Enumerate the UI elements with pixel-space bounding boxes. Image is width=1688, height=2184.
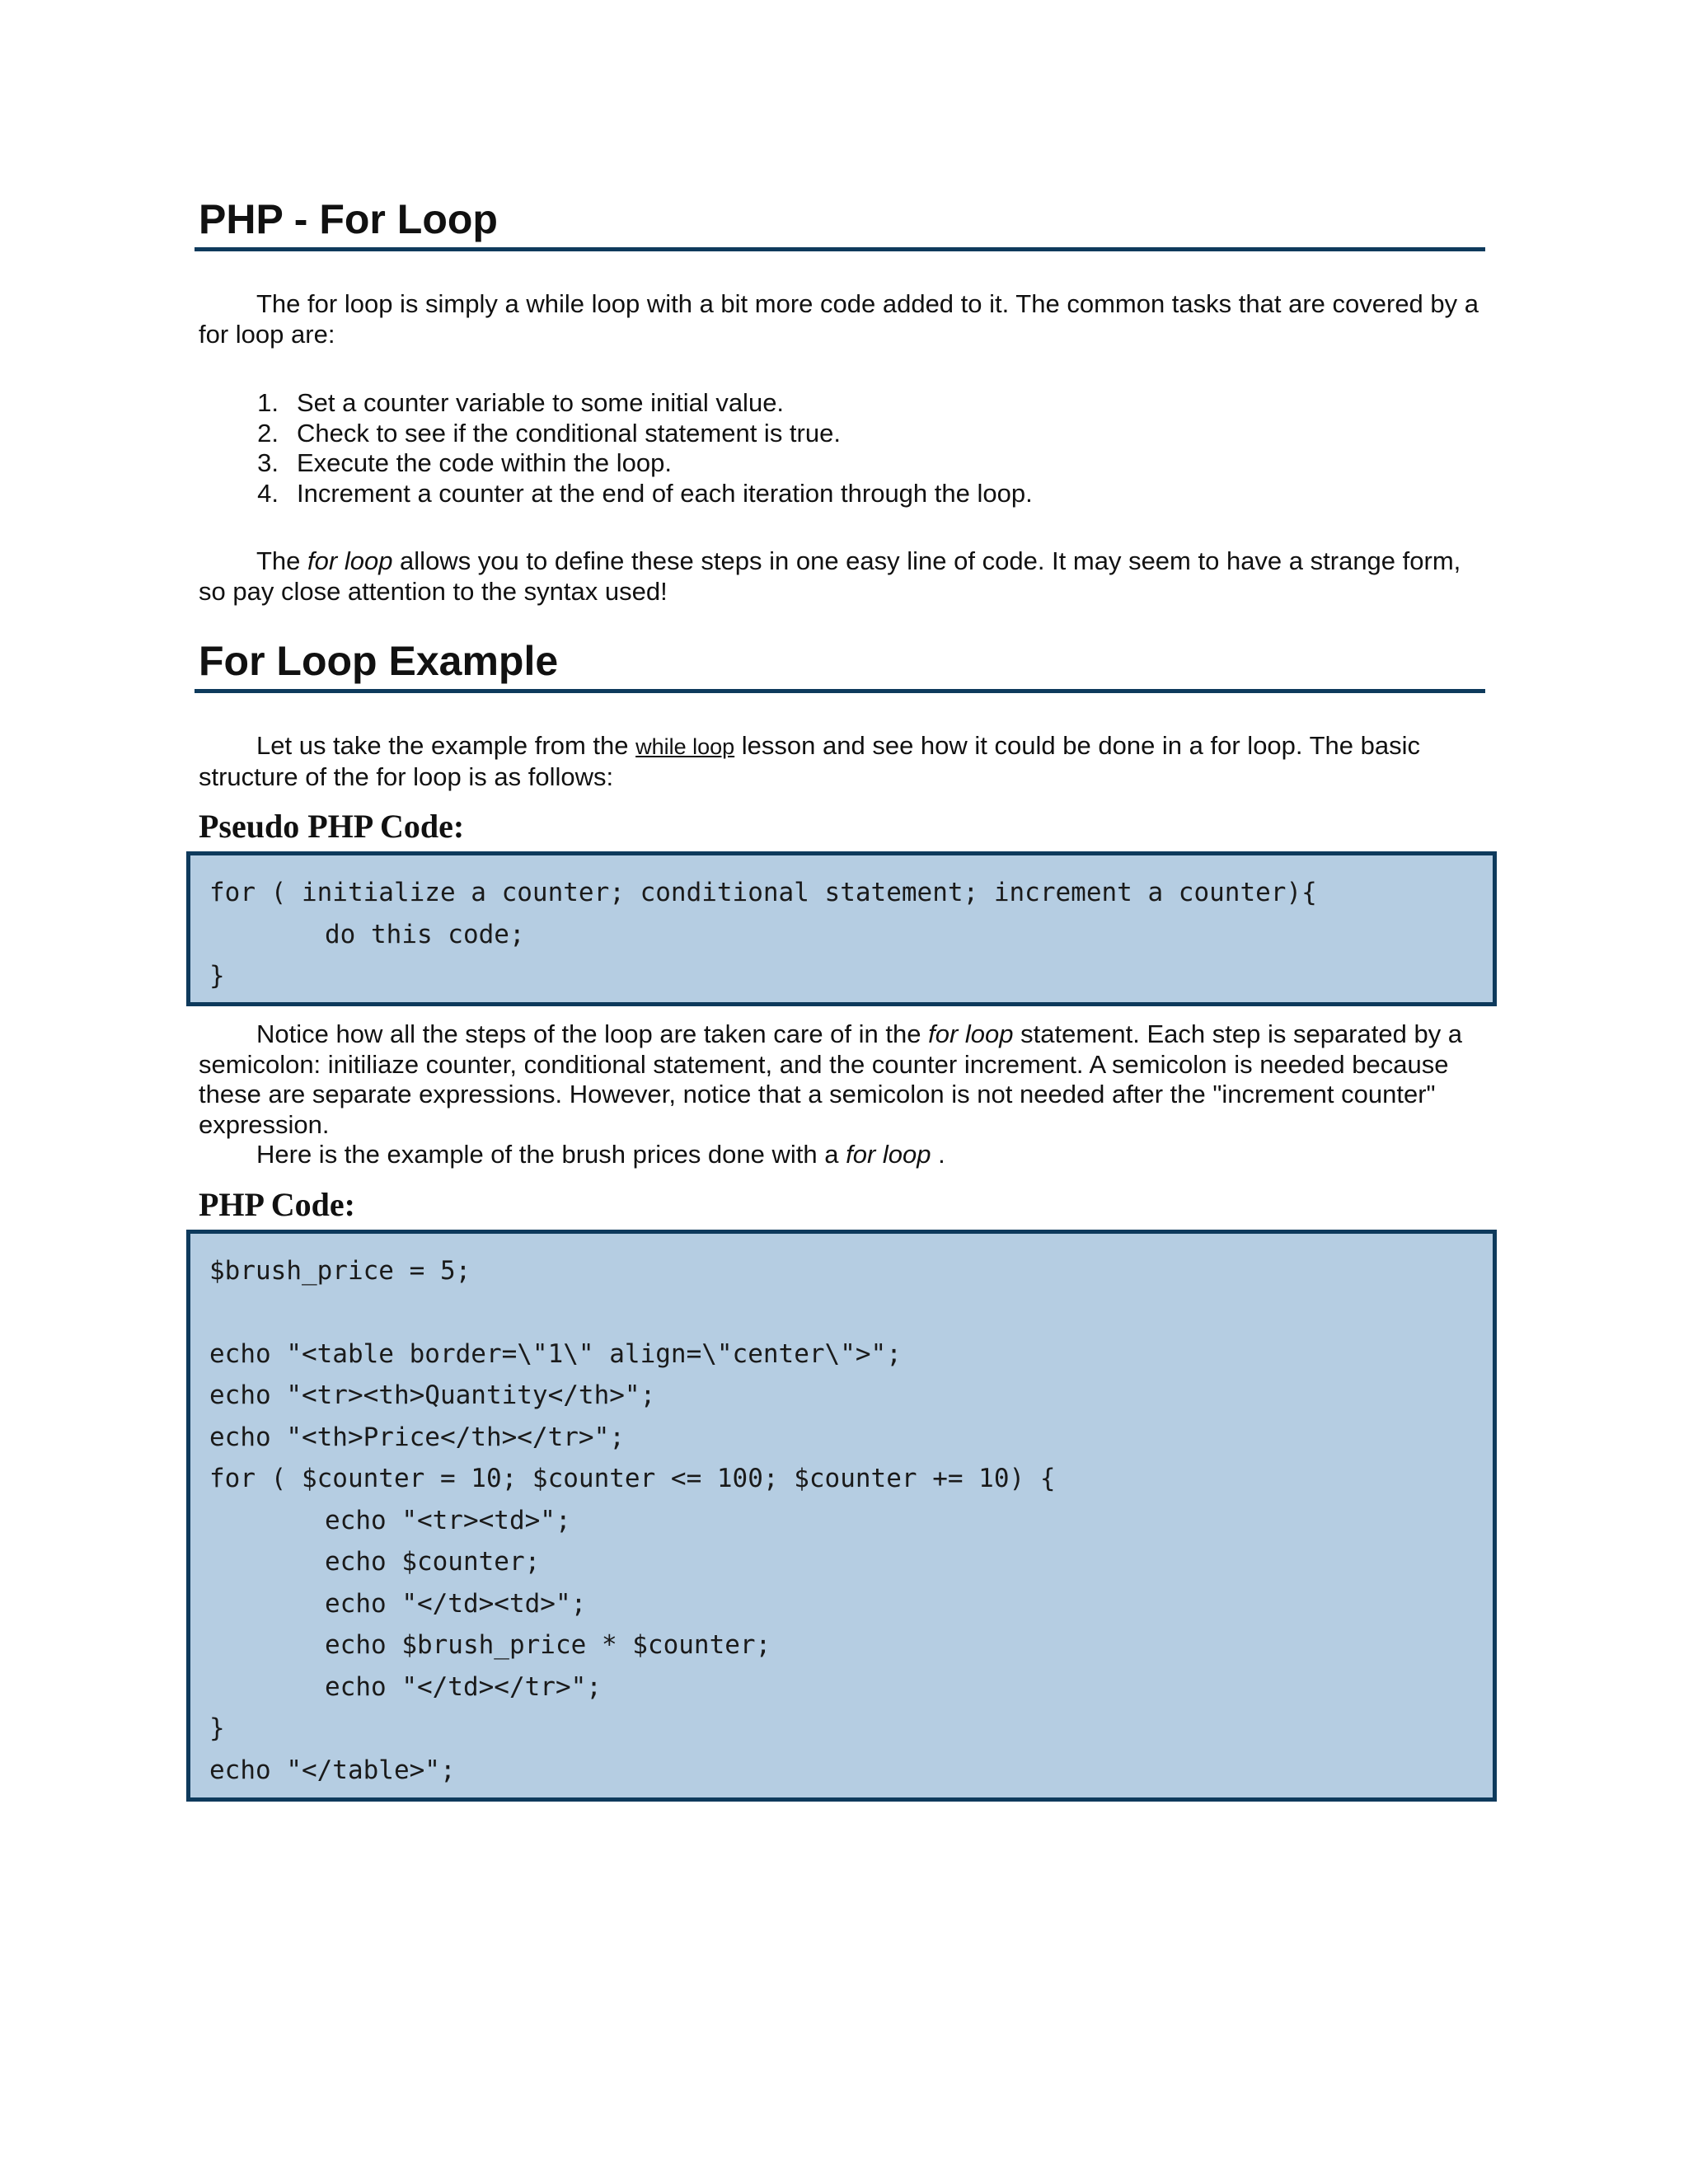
php-code-block <box>186 1230 1497 1802</box>
brush-example-paragraph <box>196 1140 1489 1170</box>
list-item <box>196 448 1498 479</box>
list-number: 4. <box>257 478 279 508</box>
for-loop-emphasis: for loop <box>307 546 393 575</box>
pseudo-code-block <box>186 851 1497 1006</box>
list-item <box>196 419 1498 449</box>
title-underline <box>195 689 1485 693</box>
code-line <box>209 1291 1476 1333</box>
notice-paragraph <box>196 1019 1489 1140</box>
list-item-text: Execute the code within the loop. <box>297 448 672 477</box>
example-intro-end: lesson and see how it could be done in a for loop. The basic structure of the for loop is as follows: <box>199 731 1420 791</box>
code-line: echo "<tr><td>"; <box>325 1505 571 1535</box>
code-line: do this code; <box>325 919 525 949</box>
list-number: 1. <box>257 388 279 417</box>
list-item-text: Set a counter variable to some initial value. <box>297 388 785 417</box>
section-title-php-for-loop: PHP - For Loop <box>199 196 498 242</box>
code-line: echo "</td><td>"; <box>325 1588 587 1619</box>
code-line: $brush_price = 5; <box>209 1255 471 1286</box>
list-item-text: Check to see if the conditional statement is true. <box>297 418 841 448</box>
brush-text-start: Here is the example of the brush prices done with a <box>256 1140 846 1169</box>
list-number: 2. <box>257 418 279 448</box>
example-intro-paragraph <box>196 731 1489 792</box>
intro-paragraph <box>196 289 1489 349</box>
code-line: } <box>209 961 225 991</box>
for-loop-emphasis: for loop <box>846 1140 931 1169</box>
code-line: for ( $counter = 10; $counter <= 100; $counter += 10) { <box>209 1464 1056 1493</box>
code-line: } <box>209 1713 225 1743</box>
list-number: 3. <box>257 448 279 477</box>
code-line: for ( initialize a counter; conditional statement; increment a counter){ <box>209 878 1317 907</box>
for-loop-emphasis: for loop <box>928 1019 1014 1048</box>
list-item <box>196 388 1498 419</box>
code-line: echo $brush_price * $counter; <box>325 1630 771 1660</box>
while-loop-link[interactable]: while loop <box>635 734 735 759</box>
notice-text-end: statement. Each step is separated by a semicolon: initiliaze counter, conditional statement, and the counter increment. A semicolon is needed because these are separate expressions. However, notice that a semicolon is not needed after the "increment counter" expression. <box>199 1019 1463 1139</box>
intro-text: The for loop is simply a while loop with a bit more code added to it. The common tasks that are covered by a for loop are: <box>199 289 1479 349</box>
syntax-text-end: allows you to define these steps in one easy line of code. It may seem to have a strange form, so pay close attention to the syntax used! <box>199 546 1461 606</box>
code-line: echo "</table>"; <box>209 1755 456 1785</box>
brush-text-end: . <box>931 1140 945 1169</box>
syntax-paragraph <box>196 546 1489 607</box>
example-intro-start: Let us take the example from the <box>256 731 636 760</box>
title-underline <box>195 247 1485 251</box>
notice-text-start: Notice how all the steps of the loop are taken care of in the <box>256 1019 929 1048</box>
section-title-for-loop-example: For Loop Example <box>199 638 559 684</box>
syntax-text-start: The <box>256 546 308 575</box>
code-line: echo "</td></tr>"; <box>325 1671 602 1702</box>
steps-list <box>196 388 1498 509</box>
code-line: echo "<tr><th>Quantity</th>"; <box>209 1380 656 1410</box>
code-line: echo "<th>Price</th></tr>"; <box>209 1422 625 1452</box>
code-line: echo $counter; <box>325 1547 541 1577</box>
pseudo-code-label: Pseudo PHP Code: <box>199 808 465 845</box>
list-item <box>196 479 1498 509</box>
php-code-label: PHP Code: <box>199 1185 355 1223</box>
code-line: echo "<table border=\"1\" align=\"center\">"; <box>209 1338 902 1369</box>
list-item-text: Increment a counter at the end of each iteration through the loop. <box>297 478 1033 508</box>
document-page <box>196 194 1498 1802</box>
